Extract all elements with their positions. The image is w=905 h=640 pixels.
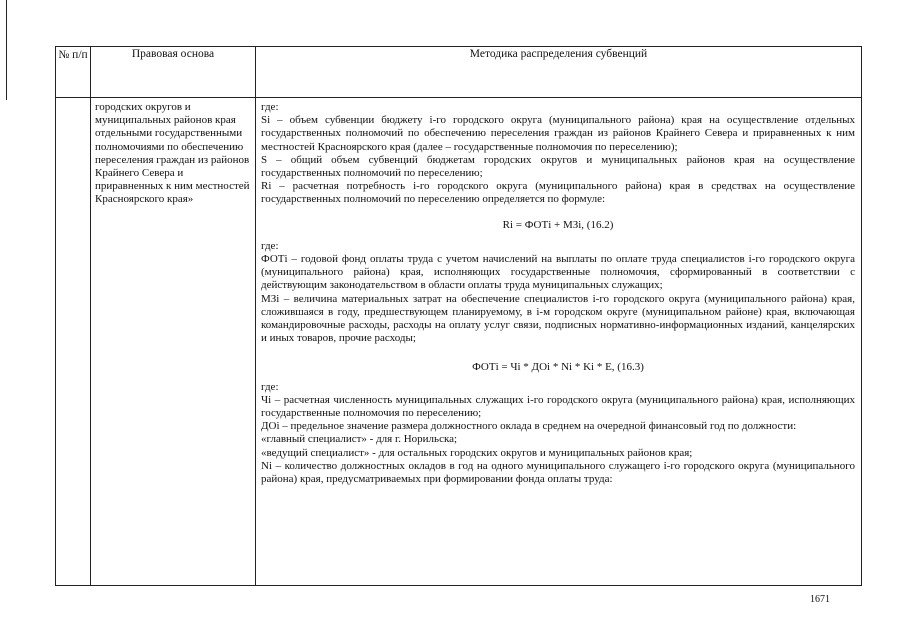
table-header-row — [56, 47, 862, 98]
header-num: № п/п — [56, 47, 91, 98]
subvention-table — [55, 46, 862, 586]
method-paragraph: МЗi – величина материальных затрат на обеспечение специалистов i-го городского округа (муниципального района) края, сложившаяся в году, предшествующем планируемому, в i-м городском округе (муниципальном районе) края, включающая командировочные расходы, расходы на оплату услуг связи, подписных нормативно-информационных изданий, канцелярских и иных товаров, прочие расходы; — [261, 292, 855, 345]
method-paragraph: где: — [261, 101, 279, 113]
method-paragraph: где: — [261, 239, 279, 252]
num-cell — [56, 98, 91, 586]
method-paragraph: Si – объем субвенции бюджету i-го городского округа (муниципального района) края на осуществление отдельных государственных полномочий по обеспечению переселения граждан из районов Крайнего Севера и приравненных к ним местностей Красноярского края (далее – государственные полномочия по переселению); — [261, 114, 855, 153]
method-paragraph: ФОТi – годовой фонд оплаты труда с учетом начислений на выплаты по оплате труда специалистов i-го городского округа (муниципального района) края, исполняющих государственные полномочия, сформированный в соответствии с действующим законодательством в области оплаты труда муниципальных служащих; — [261, 253, 855, 292]
table-row — [56, 98, 862, 586]
left-edge-line — [6, 0, 7, 100]
header-methodology: Методика распределения субвенций — [256, 47, 862, 98]
formula-16-2: Ri = ФОТi + МЗi, (16.2) — [502, 218, 614, 231]
method-paragraph: где: — [261, 380, 279, 393]
formula-16-3: ФОТi = Чi * ДОi * Ni * Ki * E, (16.3) — [472, 361, 644, 374]
method-paragraph: «главный специалист» - для г. Норильска; — [261, 433, 458, 446]
legal-basis-cell: городских округов и муниципальных районов края отдельными государственными полномочиями по обеспечению переселения граждан из районов Крайнего Севера и приравненных к ним местностей Красноярского края» — [91, 98, 256, 586]
method-paragraph: ДОi – предельное значение размера должностного оклада в среднем на очередной финансовый год по должности: — [261, 420, 797, 433]
method-paragraph: «ведущий специалист» - для остальных городских округов и муниципальных районов края; — [261, 446, 693, 459]
header-legal-basis: Правовая основа — [91, 47, 256, 98]
method-paragraph: Чi – расчетная численность муниципальных служащих i-го городского округа (муниципального района) края, исполняющих государственные полномочия по переселению; — [261, 393, 855, 420]
method-paragraph: Ri – расчетная потребность i-го городского округа (муниципального района) края в средствах на осуществление государственных полномочий по переселению определяется по формуле: — [261, 180, 855, 206]
page-number: 1671 — [810, 594, 830, 605]
method-paragraph: S – общий объем субвенций бюджетам городских округов и муниципальных районов края на осуществление государственных полномочий по переселению; — [261, 153, 855, 180]
method-paragraph: Ni – количество должностных окладов в год на одного муниципального служащего i-го городского округа (муниципального района) края, предусматриваемых при формировании фонда оплаты труда: — [261, 459, 855, 486]
methodology-cell — [256, 98, 862, 586]
